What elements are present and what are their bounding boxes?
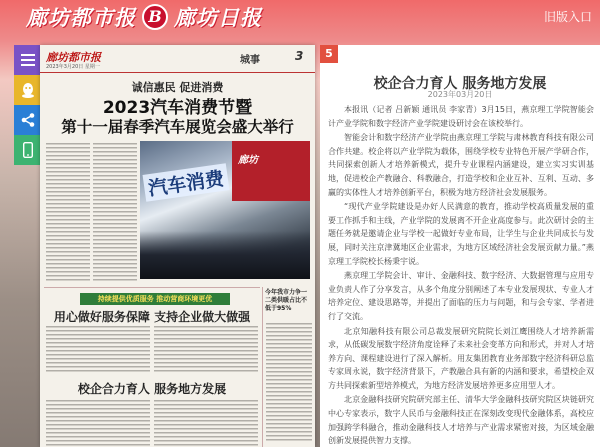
menu-icon [21, 54, 35, 66]
old-version-link[interactable]: 旧版入口 [543, 10, 592, 24]
site-banner [0, 0, 600, 38]
paper-text-column [154, 326, 258, 374]
paper-text-column [46, 400, 150, 446]
paper-side-story[interactable] [262, 287, 314, 447]
phone-icon [23, 142, 33, 158]
photo-crowd [140, 231, 310, 279]
paper-kicker: 诚信惠民 促进消费 [131, 81, 224, 94]
paper-green-banner: 持续提供优质服务 推动营商环境更优 [80, 293, 230, 305]
share-icon [21, 113, 35, 127]
page-number-tab[interactable]: 5 [320, 45, 338, 63]
photo-red-board [232, 141, 310, 201]
paper-page-number: 3 [295, 49, 304, 63]
car-expo-photo[interactable] [140, 141, 310, 279]
photo-red-text: 廊坊 [238, 155, 258, 166]
qq-icon [21, 82, 35, 98]
share-sidebar [14, 45, 42, 165]
brand-name-left: 廊坊都市报 [26, 5, 136, 30]
menu-button[interactable] [14, 45, 42, 75]
qq-share-button[interactable] [14, 75, 42, 105]
paper-headline-line-2[interactable]: 第十一届春季汽车展览会盛大举行 [61, 118, 294, 136]
newspaper-page-scan[interactable] [40, 45, 315, 447]
mobile-button[interactable] [14, 135, 42, 165]
article-paragraph: 燕京理工学院会计、审计、金融科技、数字经济、大数据管理与应用专业负责人作了分享发言，从多个角度分别阐述了本专业发展现状、专业人才培养定位、建设思路等，并提出了面临的压力与问题，和与会专家、学者进行了交流。 [328, 271, 594, 321]
brand-name-right: 廊坊日报 [174, 5, 262, 30]
paper-text-column [93, 143, 137, 283]
paper-date: 2023年3月20日 星期一 [46, 64, 100, 70]
paper-text-column [46, 143, 90, 283]
paper-masthead: 廊坊都市报 [46, 51, 101, 64]
share-button[interactable] [14, 105, 42, 135]
article-paragraph: 本报讯（记者 吕新颖 通讯员 李家青）3月15日，燕京理工学院智能会计产业学院和数字经济产业学院建设研讨会在该校举行。 [328, 105, 594, 128]
article-body [328, 103, 594, 447]
paper-lower-story [44, 287, 260, 447]
article-paragraph: 北京金融科技研究院研究部主任、清华大学金融科技研究院区块链研究中心专家表示，数字人民币与金融科技正在深刻改变现代金融体系，高校应加强跨学科融合，推动金融科技人才培养与产业需求紧密对接，为区域金融创新发展提供智力支撑。 [328, 395, 594, 446]
paper-side-title: 今年我市力争一二类供暖占比不低于95% [265, 289, 308, 312]
article-panel [320, 45, 600, 447]
paper-text-column [46, 326, 150, 374]
site-brand[interactable] [26, 2, 262, 32]
paper-lower-headline-2[interactable]: 校企合力育人 服务地方发展 [77, 382, 227, 396]
paper-header [40, 45, 315, 73]
paper-text-column [154, 400, 258, 446]
article-paragraph: 智能会计和数字经济产业学院由燕京理工学院与肃林教育科技有限公司合作共建。校企将以产业学院为载体，围绕学校专业特色开展产学研合作，共同探索创新人才培养新模式，提升专业课程内涵建设，建立实习实训基地，促进校企产教融合、科教融合，打造学校和企业互补、互利、互动、多赢的实体性人才培养创新平台，积极为地方经济社会发展服务。 [328, 133, 594, 197]
article-paragraph: 北京知融科技有限公司总裁发展研究院院长刘江鹰围绕人才培养新需求，从低碳发展数字经济角度诠释了未来社会变革方向和形式，并对人才培养方向、课程建设进行了深入解析。用友集团教育业务部数字经济科研总监专家周永说，数字经济背景下，产教融合具有新的内涵和要求，希望校企双方共同探索新型培养模式，为地方经济发展培养更多应用型人才。 [328, 326, 594, 390]
article-date: 2023年03月20日 [427, 90, 493, 99]
article-title: 校企合力育人 服务地方发展 [373, 76, 547, 92]
article-paragraph: “现代产业学院建设是办好人民满意的教育，推动学校高质量发展的重要工作抓手和主线，产业学院的发展离不开企业高度参与。此次研讨会的主题任务就是邀请企业与学校一起做好专业布局，让学生与企业共同成长与发展，同时关注京津冀地区企业需求，为地方区域经济社会发展贡献力量。”燕京理工学院校长杨秉宇说。 [328, 202, 594, 266]
brand-logo: B [142, 4, 168, 30]
paper-section: 城事 [240, 55, 260, 66]
paper-text-column [266, 323, 312, 443]
paper-headline-line-1[interactable]: 2023汽车消费节暨 [102, 98, 253, 118]
paper-lower-headline-1[interactable]: 用心做好服务保障 支持企业做大做强 [53, 310, 251, 324]
photo-sign-text: 汽车消费 [143, 163, 230, 201]
